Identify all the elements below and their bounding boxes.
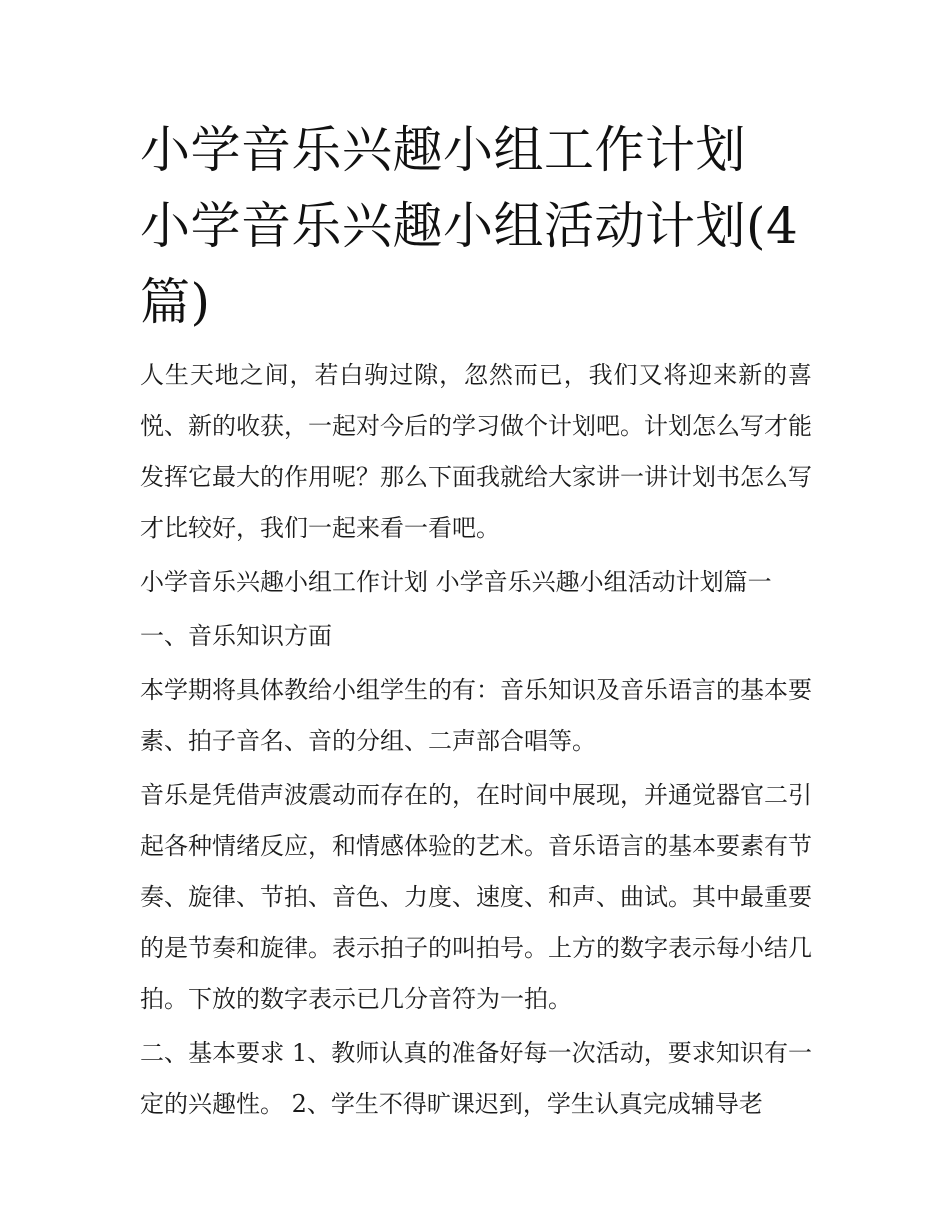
subsection-heading-music-knowledge: 一、音乐知识方面 <box>140 622 332 650</box>
body-paragraph-basic-requirements: 二、基本要求 1、教师认真的准备好每一次活动，要求知识有一定的兴趣性。 2、学生不得旷课迟到，学生认真完成辅导老 <box>140 1039 812 1118</box>
body-paragraph-teaching-content: 本学期将具体教给小组学生的有：音乐知识及音乐语言的基本要素、拍子音名、音的分组、二声部合唱等。 <box>140 676 812 755</box>
body-paragraph-music-definition: 音乐是凭借声波震动而存在的，在时间中展现，并通觉器官二引起各种情绪反应，和情感体验的艺术。音乐语言的基本要素有节奏、旋律、节拍、音色、力度、速度、和声、曲试。其中最重要的是节奏和旋律。表示拍子的叫拍号。上方的数字表示每小结几拍。下放的数字表示已几分音符为一拍。 <box>140 781 812 1013</box>
section-heading-part-one: 小学音乐兴趣小组工作计划 小学音乐兴趣小组活动计划篇一 <box>140 568 772 596</box>
document-body <box>140 112 812 1130</box>
document-title: 小学音乐兴趣小组工作计划 小学音乐兴趣小组活动计划(4篇) <box>140 121 799 331</box>
intro-paragraph: 人生天地之间，若白驹过隙，忽然而已，我们又将迎来新的喜悦、新的收获，一起对今后的学习做个计划吧。计划怎么写才能发挥它最大的作用呢？那么下面我就给大家讲一讲计划书怎么写才比较好，我们一起来看一看吧。 <box>140 361 812 542</box>
